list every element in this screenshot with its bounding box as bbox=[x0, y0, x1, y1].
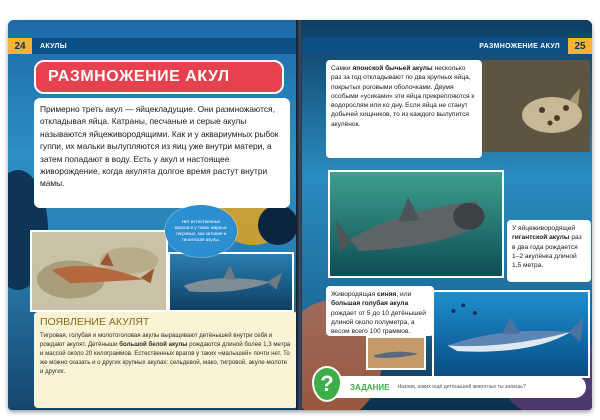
subsection-text-part: Тигровая, голубая и молотоголовая акулы выращивают детёнышей внутри себя и рождают акулят. Детёныши bbox=[40, 332, 273, 348]
blue-shark-illustration bbox=[434, 292, 588, 376]
left-header-bar bbox=[8, 38, 298, 54]
note-text-part: раз в два года рождается 1–2 акулёнка длиной 1,5 метра. bbox=[512, 234, 582, 270]
note-text-part: несколько раз за год откладывают по два крупных яйца, покрытых роговыми оболочками. Двумя особыми «усиками» эти яйца прикрепляются к водорослям или ко дну. Если яйца не станут добычей хищников, то из каждого вылупится акулёнок. bbox=[331, 65, 475, 128]
note-text-bold: синяя bbox=[376, 291, 397, 298]
basking-shark-illustration bbox=[330, 172, 502, 276]
bullhead-shark-illustration bbox=[482, 60, 590, 152]
page-number-right: 25 bbox=[568, 38, 592, 54]
reef-decoration bbox=[258, 205, 298, 245]
note-text-part: У яйцеживородящей bbox=[512, 225, 576, 232]
section-label-left: АКУЛЫ bbox=[40, 42, 67, 50]
task-bar bbox=[316, 376, 586, 398]
photo-shark-sand bbox=[30, 230, 168, 312]
note-basking-shark bbox=[507, 220, 591, 282]
intro-text: Примерно треть акул — яйцекладущие. Они размножаются, откладывая яйца. Катраны, песчаные и серые акулы называются яйцеживородящими. Как и у аквариумных рыбок гуппи, их мальки вылупляются из яиц уже внутри матери, а затем попадают в воду. Есть у акул и настоящее живорождение, когда акулята долгое время растут внутри мамы. bbox=[34, 98, 290, 208]
book-spread bbox=[8, 20, 592, 410]
right-page bbox=[302, 20, 592, 410]
note-text-bold: японской бычьей акулы bbox=[352, 65, 433, 72]
note-text-part: рождает от 5 до 10 детёнышей длиной около полуметра, а весом всего 100 граммов. bbox=[331, 309, 426, 336]
page-title bbox=[34, 60, 284, 94]
photo-blue-shark bbox=[432, 290, 590, 378]
page-number-left: 24 bbox=[8, 38, 32, 54]
note-text-part: Живородящая bbox=[331, 291, 376, 298]
shark-sand-illustration bbox=[32, 232, 166, 310]
left-page bbox=[8, 20, 298, 410]
right-header-bar bbox=[302, 38, 592, 54]
shark-underwater-illustration bbox=[170, 254, 292, 310]
shark-pup-illustration bbox=[368, 338, 424, 368]
question-icon: ? bbox=[312, 366, 342, 402]
section-label-right: РАЗМНОЖЕНИЕ АКУЛ bbox=[479, 42, 560, 50]
subsection-box bbox=[34, 312, 298, 408]
note-blue-shark bbox=[326, 286, 434, 336]
note-text-bold: гигантской акулы bbox=[512, 234, 570, 242]
photo-basking-shark bbox=[328, 170, 504, 278]
note-text-part: , или bbox=[396, 291, 412, 298]
photo-shark-underwater bbox=[168, 252, 294, 312]
fact-bubble: Нет естественных врагов и у таких жирных тигровых, как китовая и гигантская акулы. bbox=[165, 205, 237, 257]
subsection-text bbox=[40, 331, 292, 376]
page-title-text: РАЗМНОЖЕНИЕ АКУЛ bbox=[48, 68, 230, 85]
subsection-title: ПОЯВЛЕНИЕ АКУЛЯТ bbox=[40, 316, 150, 328]
note-text-bold: большая голубая акула bbox=[331, 300, 409, 308]
subsection-text-bold: большой белой акулы bbox=[119, 341, 188, 348]
photo-bullhead-shark bbox=[482, 60, 590, 152]
task-label: ЗАДАНИЕ bbox=[350, 382, 390, 392]
subsection-text-part: рождаются длиной более 1,3 метра и массой около 20 килограммов. Естественных врагов у таких «малышей» почти нет. То же можно сказать и о других крупных акулах: сельдевой, мако, тигровой, акуле-молоте и других. bbox=[40, 341, 291, 375]
photo-shark-pup bbox=[366, 336, 426, 370]
task-text: Назови, каких ещё детёнышей животных ты знаешь? bbox=[397, 384, 526, 390]
note-bullhead-shark bbox=[326, 60, 482, 158]
note-text-part: Самки bbox=[331, 65, 351, 72]
